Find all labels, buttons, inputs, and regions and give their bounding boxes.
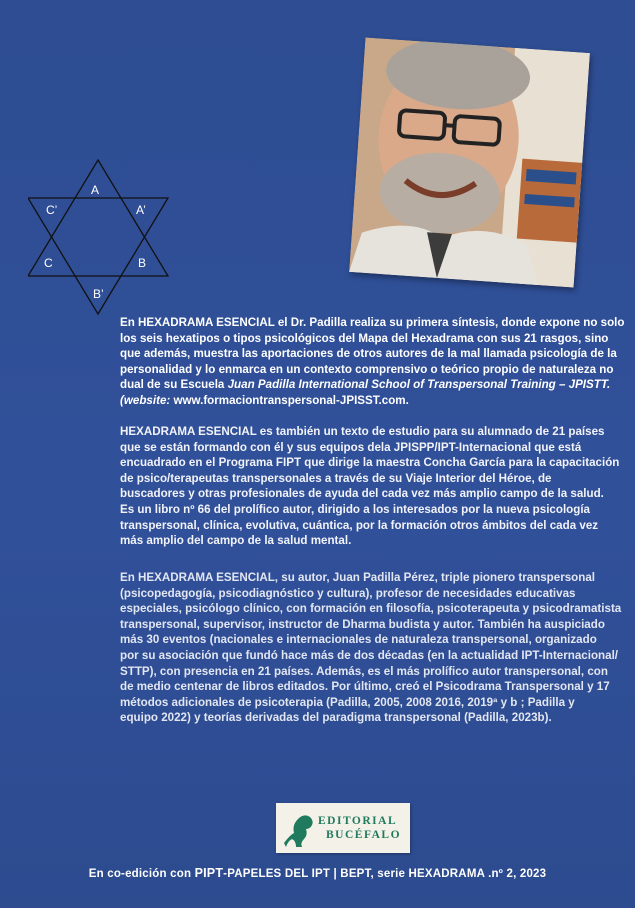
horse-logo-icon <box>280 809 320 849</box>
website-line <box>120 393 632 409</box>
logo-line-2: BUCÉFALO <box>326 829 402 841</box>
text-line: más 30 eventos (nacionales e internacionales de naturaleza transpersonal, organizado <box>120 633 597 647</box>
text-line: En HEXADRAMA ESENCIAL, su autor, Juan Padilla Pérez, triple pionero transpersonal <box>120 571 596 584</box>
text-line: personalidad y lo enmarca en un contexto comprensivo o teórico propio de naturaleza no <box>120 362 614 376</box>
text-line: especiales, psicólogo clínico, con formación en filosofía, psicoterapeuta y psicodramatista <box>120 602 622 616</box>
text-line: los seis hexatipos o tipos psicológicos del Mapa del Hexadrama con sus 21 rasgos, sino <box>120 331 609 345</box>
paragraph-summary <box>120 315 632 409</box>
paragraph-study-text <box>120 424 632 549</box>
label-A-prime: A’ <box>136 203 146 217</box>
text-line: transpersonal, clínica, evolutiva, cuántica, por la formación otros ámbitos del cada vez <box>120 518 599 532</box>
website-url[interactable]: www.formaciontranspersonal-JPISST.com. <box>170 393 409 407</box>
footer-prefix: En co-edición con <box>88 868 195 880</box>
text-line: HEXADRAMA ESENCIAL es también un texto de estudio para su alumnado de 21 países <box>120 425 605 438</box>
text-line: equipo 2022) y teorías derivadas del paradigma transpersonal (Padilla, 2023b). <box>120 711 552 725</box>
text-line: transpersonal, supervisor, instructor de Dharma budista y autor. También ha auspiciado <box>120 617 605 631</box>
text-line: buscadores y otras profesionales de ayuda del cada vez más amplio campo de la salud. <box>120 487 604 501</box>
label-C-prime: C’ <box>46 203 58 217</box>
website-label: (website: <box>120 393 171 407</box>
coedition-footer <box>0 866 635 880</box>
hexagram-diagram <box>28 158 170 318</box>
text-line: más amplio del campo de la salud mental. <box>120 534 352 548</box>
text-line: de medio centenar de libros editados. Por último, creó el Psicodrama Transpersonal y 17 <box>120 680 610 694</box>
footer-pipt: PIPT <box>194 866 224 880</box>
text-line: (psicopedagogía, psicodiagnóstico y cultura), profesor de necesidades educativas <box>120 586 576 600</box>
footer-series: -PAPELES DEL IPT | BEPT, serie HEXADRAMA .nº 2, 2023 <box>223 868 547 880</box>
label-C: C <box>44 256 53 270</box>
text-line: Es un libro nº 66 del prolífico autor, dirigido a los interesados por la nueva psicología <box>120 502 591 516</box>
text-line: que se están formando con él y sus equipos dela JPISPP/IPT-Internacional que está <box>120 440 582 454</box>
publisher-logo <box>276 803 410 853</box>
label-B: B <box>138 256 147 270</box>
text-line: encuadrado en el Programa FIPT que dirige la maestra Concha García para la capacitación <box>120 456 620 470</box>
text-line: que además, muestra las aportaciones de otros autores de la mal llamada psicología de la <box>120 347 617 361</box>
text-line: En HEXADRAMA ESENCIAL el Dr. Padilla realiza su primera síntesis, donde expone no solo <box>120 316 625 329</box>
text-line: por su asociación que fundó hace más de dos décadas (en la actualidad IPT-Internacional/ <box>120 648 619 662</box>
logo-line-1: EDITORIAL <box>318 815 398 827</box>
label-B-prime: B’ <box>93 287 104 301</box>
school-name: Juan Padilla International School of Transpersonal Training – JPISTT. <box>227 378 611 392</box>
text-line: STTP), con presencia en 21 países. Además, es el más prolífico autor transpersonal, con <box>120 664 608 678</box>
author-photo <box>349 37 590 287</box>
text-line: de psico/terapeutas transpersonales a través de su Viaje Interior del Héroe, de <box>120 471 552 485</box>
text-segment: dual de su Escuela <box>120 378 228 392</box>
label-A: A <box>91 183 100 197</box>
paragraph-author-bio <box>120 570 632 726</box>
text-line: métodos adicionales de psicoterapia (Padilla, 2005, 2008 2016, 2019ª y b ; Padilla y <box>120 695 575 709</box>
text-line <box>120 377 632 393</box>
